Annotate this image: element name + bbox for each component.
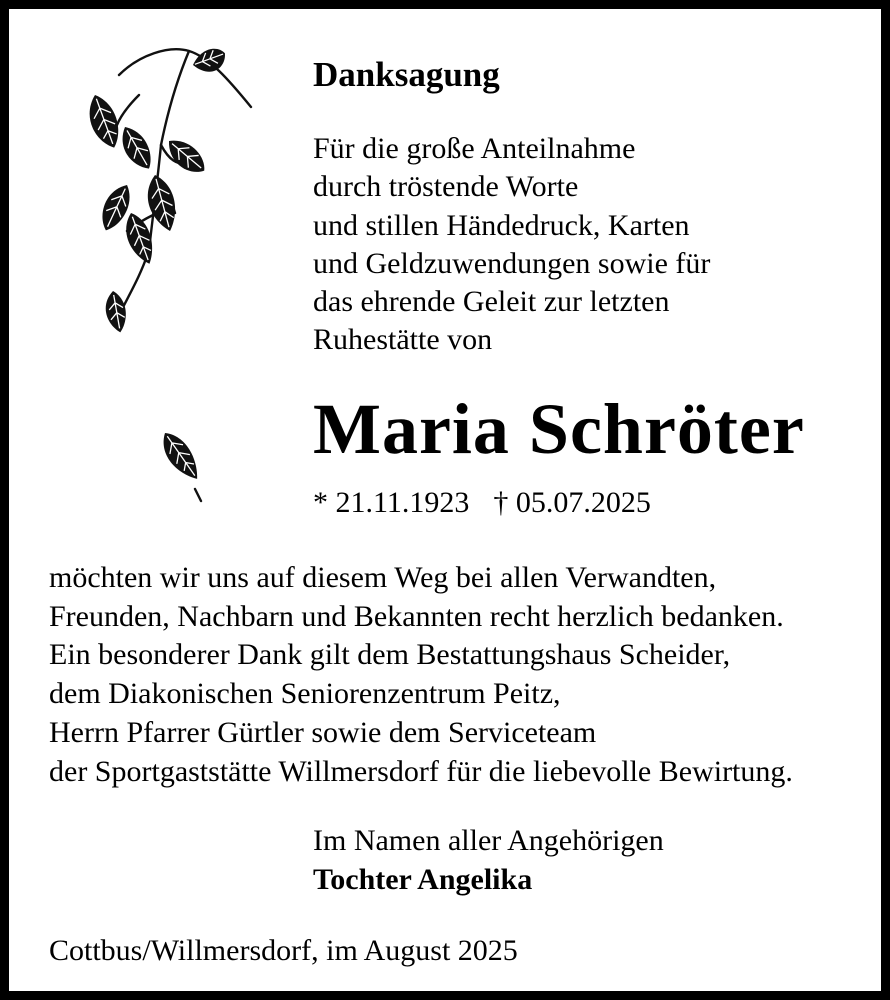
deceased-name: Maria Schröter bbox=[313, 389, 805, 469]
body-line: Ein besonderer Dank gilt dem Bestattungshaus Scheider, bbox=[49, 638, 731, 672]
intro-line: Ruhestätte von bbox=[313, 323, 493, 357]
body-line: Freunden, Nachbarn und Bekannten recht herzlich bedanken. bbox=[49, 599, 784, 633]
birth-date: * 21.11.1923 bbox=[313, 486, 470, 519]
place-date-footer: Cottbus/Willmersdorf, im August 2025 bbox=[49, 934, 518, 967]
body-line: dem Diakonischen Seniorenzentrum Peitz, bbox=[49, 677, 561, 711]
birch-branch-icon bbox=[69, 35, 269, 355]
body-line: der Sportgaststätte Willmersdorf für die liebevolle Bewirtung. bbox=[49, 754, 793, 788]
closing-block bbox=[313, 821, 664, 899]
body-line: möchten wir uns auf diesem Weg bei allen Verwandten, bbox=[49, 561, 717, 594]
intro-text bbox=[313, 130, 710, 360]
body-line: Herrn Pfarrer Gürtler sowie dem Serviceteam bbox=[49, 715, 597, 749]
notice-heading: Danksagung bbox=[313, 55, 500, 94]
signature: Tochter Angelika bbox=[313, 863, 533, 896]
falling-leaf-icon bbox=[155, 427, 207, 505]
life-dates bbox=[313, 483, 651, 523]
death-date: † 05.07.2025 bbox=[493, 486, 651, 519]
intro-line: und stillen Händedruck, Karten bbox=[313, 208, 690, 242]
intro-line: durch tröstende Worte bbox=[313, 170, 579, 204]
intro-line: und Geldzuwendungen sowie für bbox=[313, 246, 711, 280]
intro-line: Für die große Anteilnahme bbox=[313, 132, 636, 165]
closing-line: Im Namen aller Angehörigen bbox=[313, 824, 664, 857]
thanks-text bbox=[49, 559, 793, 791]
intro-line: das ehrende Geleit zur letzten bbox=[313, 285, 670, 319]
